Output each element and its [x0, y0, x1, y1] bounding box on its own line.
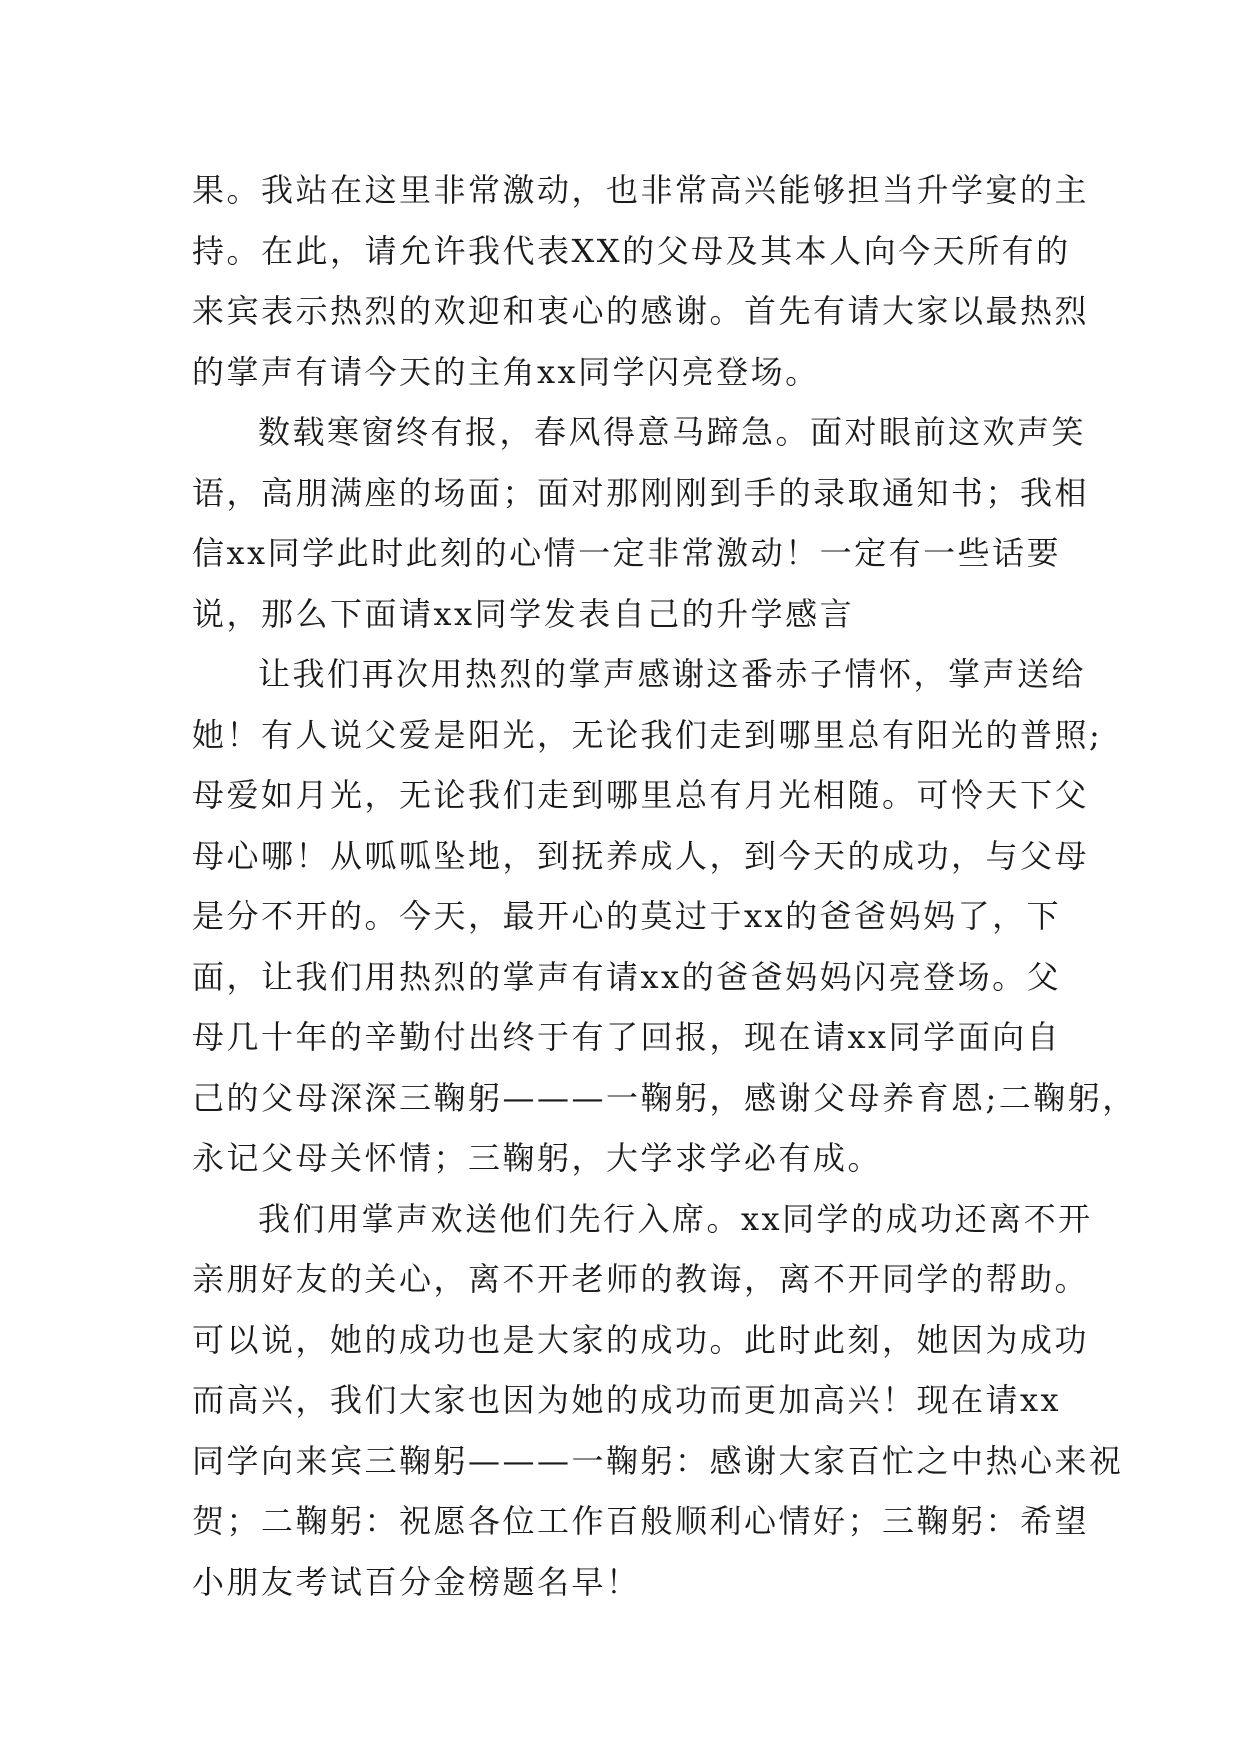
text-line: 果。我站在这里非常激动，也非常高兴能够担当升学宴的主 — [192, 171, 1090, 209]
paragraph-first-line: 数载寒窗终有报，春风得意马蹄急。面对眼前这欢声笑 — [258, 413, 1087, 451]
text-line: 母爱如月光，无论我们走到哪里总有月光相随。可怜天下父 — [192, 776, 1090, 814]
text-line: 信xx同学此时此刻的心情一定非常激动！一定有一些话要 — [192, 534, 1062, 572]
text-line: 语，高朋满座的场面；面对那刚刚到手的录取通知书；我相 — [192, 473, 1090, 512]
text-line: 同学向来宾三鞠躬———一鞠躬：感谢大家百忙之中热心来祝 — [192, 1441, 1124, 1480]
text-line: 可以说，她的成功也是大家的成功。此时此刻，她因为成功 — [192, 1320, 1090, 1359]
text-line: 的掌声有请今天的主角xx同学闪亮登场。 — [192, 352, 820, 391]
text-line: 贺；二鞠躬：祝愿各位工作百般顺利心情好；三鞠躬：希望 — [192, 1502, 1090, 1540]
text-line: 她！有人说父爱是阳光，无论我们走到哪里总有阳光的普照; — [192, 715, 1103, 754]
text-line: 面，让我们用热烈的掌声有请xx的爸爸妈妈闪亮登场。父 — [192, 957, 1062, 996]
text-line: 母几十年的辛勤付出终于有了回报，现在请xx同学面向自 — [192, 1018, 1062, 1056]
paragraph-first-line: 让我们再次用热烈的掌声感谢这番赤子情怀，掌声送给 — [258, 655, 1087, 693]
text-line: 小朋友考试百分金榜题名早！ — [192, 1562, 641, 1601]
text-line: 永记父母关怀情；三鞠躬，大学求学必有成。 — [192, 1139, 883, 1177]
text-line: 亲朋好友的关心，离不开老师的教诲，离不开同学的帮助。 — [192, 1260, 1090, 1298]
text-line: 持。在此，请允许我代表XX的父母及其本人向今天所有的 — [192, 231, 1071, 270]
paragraph-first-line: 我们用掌声欢送他们先行入席。xx同学的成功还离不开 — [258, 1199, 1093, 1238]
document-body — [192, 160, 1137, 1612]
text-line: 母心哪！从呱呱坠地，到抚养成人，到今天的成功，与父母 — [192, 836, 1090, 875]
text-line: 说，那么下面请xx同学发表自己的升学感言 — [192, 594, 855, 633]
text-line: 是分不开的。今天，最开心的莫过于xx的爸爸妈妈了，下 — [192, 897, 1062, 935]
text-line: 来宾表示热烈的欢迎和衷心的感谢。首先有请大家以最热烈 — [192, 292, 1090, 330]
text-line: 己的父母深深三鞠躬———一鞠躬，感谢父母养育恩;二鞠躬， — [192, 1078, 1137, 1117]
text-line: 而高兴，我们大家也因为她的成功而更加高兴！现在请xx — [192, 1381, 1062, 1419]
